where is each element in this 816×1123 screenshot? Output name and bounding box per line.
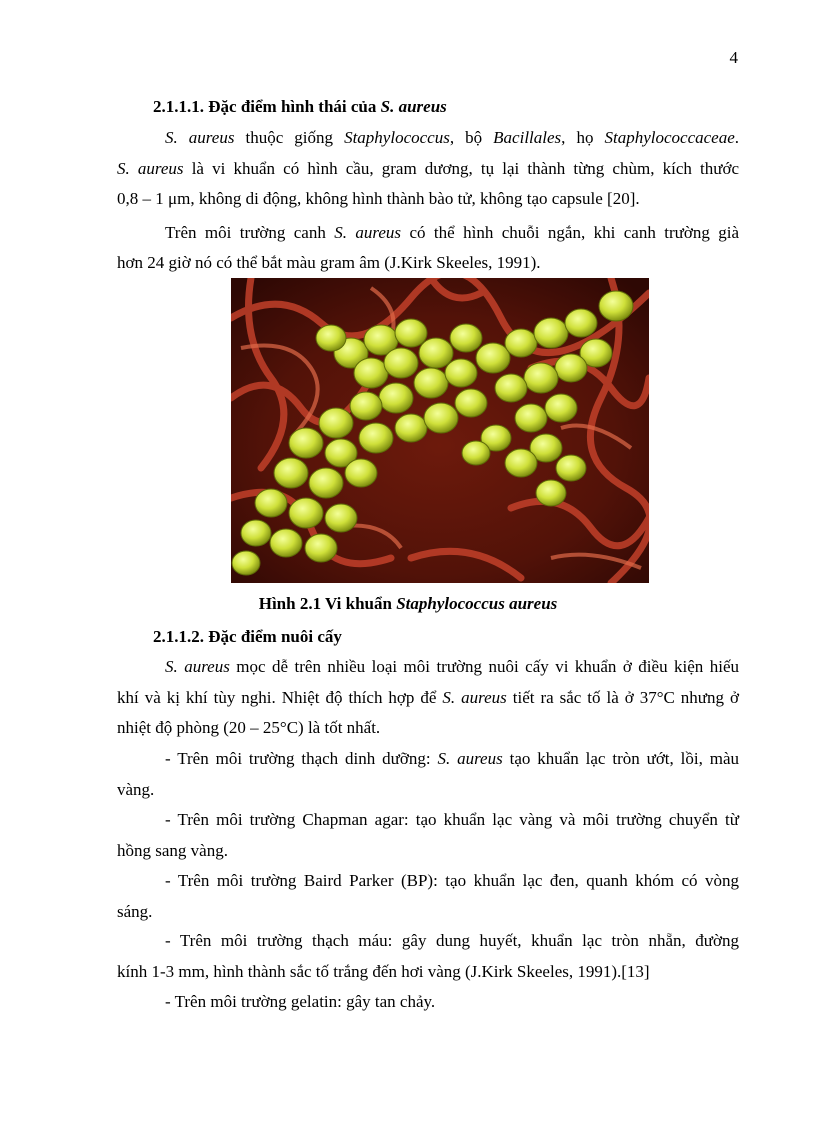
text-span: thuộc giống [234,128,345,147]
bullet-item: - Trên môi trường thạch máu: gây dung huyết, khuẩn lạc tròn nhẵn, đường [165,931,739,950]
paragraph-line [117,687,739,708]
bullet-continuation: sáng. [117,902,153,921]
species-name: S. aureus [117,159,184,178]
paragraph-line: nhiệt độ phòng (20 – 25°C) là tốt nhất. [117,718,381,737]
paragraph-line [165,222,739,243]
bullet-continuation: kính 1-3 mm, hình thành sắc tố trắng đến hơi vàng (J.Kirk Skeeles, 1991).[13] [117,962,650,981]
genus-name: Staphylococcus [344,128,450,147]
text-span: - Trên môi trường thạch dinh dưỡng: [165,749,438,768]
species-name: S. aureus [442,688,507,707]
figure-caption [0,594,816,614]
family-name: Staphylococcaceae [604,128,735,147]
bullet-continuation: vàng. [117,780,155,799]
text-span: . [734,128,740,147]
bullet-item [165,748,739,769]
bullet-item: - Trên môi trường Chapman agar: tạo khuẩn lạc vàng và môi trường chuyển từ [165,810,739,829]
paragraph-line [117,158,739,179]
caption-text: Hình 2.1 Vi khuẩn [258,594,397,613]
text-span: tiết ra sắc tố là ở 37°C nhưng ở [506,688,739,707]
staphylococcus-micrograph-image [231,278,649,583]
bacteria-micrograph-figure [231,278,649,583]
bullet-item: - Trên môi trường Baird Parker (BP): tạo khuẩn lạc đen, quanh khóm có vòng [165,871,739,890]
order-name: Bacillales [493,128,562,147]
species-name: S. aureus [334,223,402,242]
text-span: khí và kị khí tùy nghi. Nhiệt độ thích hợp để [117,688,443,707]
paragraph-line: 0,8 – 1 μm, không di động, không hình thành bào tử, không tạo capsule [20]. [117,189,640,208]
text-span: có thể hình chuỗi ngắn, khi canh trường già [401,223,739,242]
section-heading-culture: 2.1.1.2. Đặc điểm nuôi cấy [153,627,342,646]
bullet-continuation: hồng sang vàng. [117,841,228,860]
heading-species: S. aureus [380,97,447,116]
text-span: Trên môi trường canh [165,223,335,242]
text-span: , họ [561,128,605,147]
text-span: , bộ [449,128,494,147]
paragraph-line [165,127,739,148]
paragraph-line: hơn 24 giờ nó có thể bắt màu gram âm (J.Kirk Skeeles, 1991). [117,253,541,272]
paragraph-line [165,656,739,677]
text-span: mọc dễ trên nhiều loại môi trường nuôi cấy vi khuẩn ở điều kiện hiếu [229,657,739,676]
species-name: S. aureus [165,128,235,147]
heading-text: 2.1.1.1. Đặc điểm hình thái của [153,97,381,116]
species-name: S. aureus [165,657,230,676]
text-span: là vi khuẩn có hình cầu, gram dương, tụ lại thành từng chùm, kích thước [183,159,739,178]
species-name: S. aureus [437,749,503,768]
bullet-item: - Trên môi trường gelatin: gây tan chảy. [165,992,436,1011]
text-span: tạo khuẩn lạc tròn ướt, lồi, màu [502,749,739,768]
page-number: 4 [729,48,738,67]
caption-species: Staphylococcus aureus [396,594,558,613]
section-heading-morphology [153,96,447,117]
